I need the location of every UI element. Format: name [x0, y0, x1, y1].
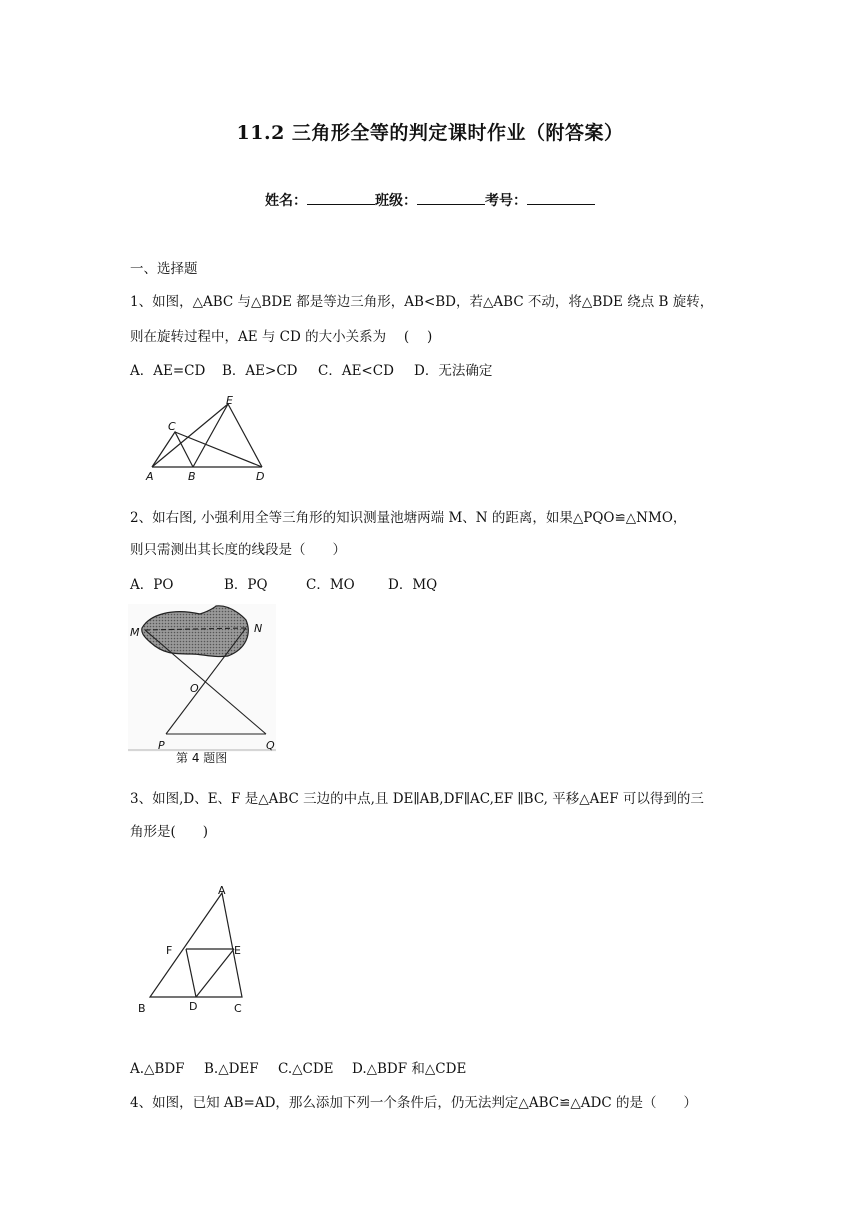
q1-label-e: E [226, 394, 233, 407]
question-2-options [130, 576, 437, 594]
question-1-text-line2: 则在旋转过程中，AE 与 CD 的大小关系为 ( ) [130, 329, 433, 345]
name-label: 姓名： [265, 193, 307, 209]
question-1-text-line1: 1、如图，△ABC 与△BDE 都是等边三角形，AB<BD，若△ABC 不动，将△BDE 绕点 B 旋转， [130, 294, 714, 310]
question-3-text-line1: 3、如图,D、E、F 是△ABC 三边的中点,且 DE∥AB,DF∥AC,EF ∥BC, 平移△AEF 可以得到的三 [130, 791, 704, 807]
student-info-row [0, 190, 860, 210]
question-3-option-b[interactable]: B.△DEF [204, 1061, 259, 1077]
class-label: 班级： [375, 193, 417, 209]
class-blank[interactable] [417, 192, 485, 205]
q3-label-d: D [189, 1000, 198, 1013]
name-blank[interactable] [307, 192, 375, 205]
question-2-option-b[interactable]: B．PQ [224, 577, 268, 593]
question-2-figure [128, 604, 280, 766]
q2-figure-caption: 第 4 题图 [176, 751, 228, 765]
q2-label-o: O [190, 682, 199, 695]
q2-label-p: P [158, 739, 165, 752]
q3-label-f: F [166, 944, 173, 957]
question-1-option-c[interactable]: C．AE<CD [318, 363, 394, 379]
question-1-option-b[interactable]: B．AE>CD [222, 363, 298, 379]
question-1-option-a[interactable]: A．AE=CD [130, 363, 206, 379]
q2-label-m: M [130, 626, 140, 639]
question-1-figure [140, 392, 280, 486]
q1-label-d: D [256, 470, 265, 483]
question-2-option-d[interactable]: D．MQ [388, 577, 438, 593]
q3-label-b: B [138, 1002, 146, 1015]
question-1-option-d[interactable]: D．无法确定 [414, 363, 493, 379]
question-2-option-a[interactable]: A．PO [130, 577, 174, 593]
page-title: 11.2 三角形全等的判定课时作业（附答案） [236, 122, 624, 144]
q2-label-n: N [254, 622, 263, 635]
q3-label-c: C [234, 1002, 242, 1015]
q1-label-a: A [146, 470, 154, 483]
question-2-text-line1: 2、如右图, 小强利用全等三角形的知识测量池塘两端 M、N 的距离，如果△PQO≌△NMO， [130, 510, 687, 526]
question-3-option-d[interactable]: D.△BDF 和△CDE [352, 1061, 467, 1077]
question-3-text-line2: 角形是( ) [130, 824, 209, 840]
q1-label-b: B [188, 470, 196, 483]
q3-label-e: E [234, 944, 241, 957]
question-3-options [130, 1060, 466, 1078]
section-heading: 一、选择题 [130, 261, 198, 277]
q2-label-q: Q [266, 739, 275, 752]
q3-label-a: A [218, 884, 226, 897]
q1-label-c: C [168, 420, 176, 433]
exam-no-label: 考号： [485, 193, 527, 209]
question-2-text-line2: 则只需测出其长度的线段是（ ） [130, 542, 346, 558]
question-1-options [130, 362, 492, 380]
question-3-figure [130, 884, 260, 1018]
question-3-option-c[interactable]: C.△CDE [278, 1061, 334, 1077]
exam-no-blank[interactable] [527, 192, 595, 205]
question-2-option-c[interactable]: C．MO [306, 577, 355, 593]
question-4-text-line1: 4、如图，已知 AB=AD，那么添加下列一个条件后，仍无法判定△ABC≌△ADC 的是（ ） [130, 1095, 697, 1111]
question-3-option-a[interactable]: A.△BDF [130, 1061, 185, 1077]
